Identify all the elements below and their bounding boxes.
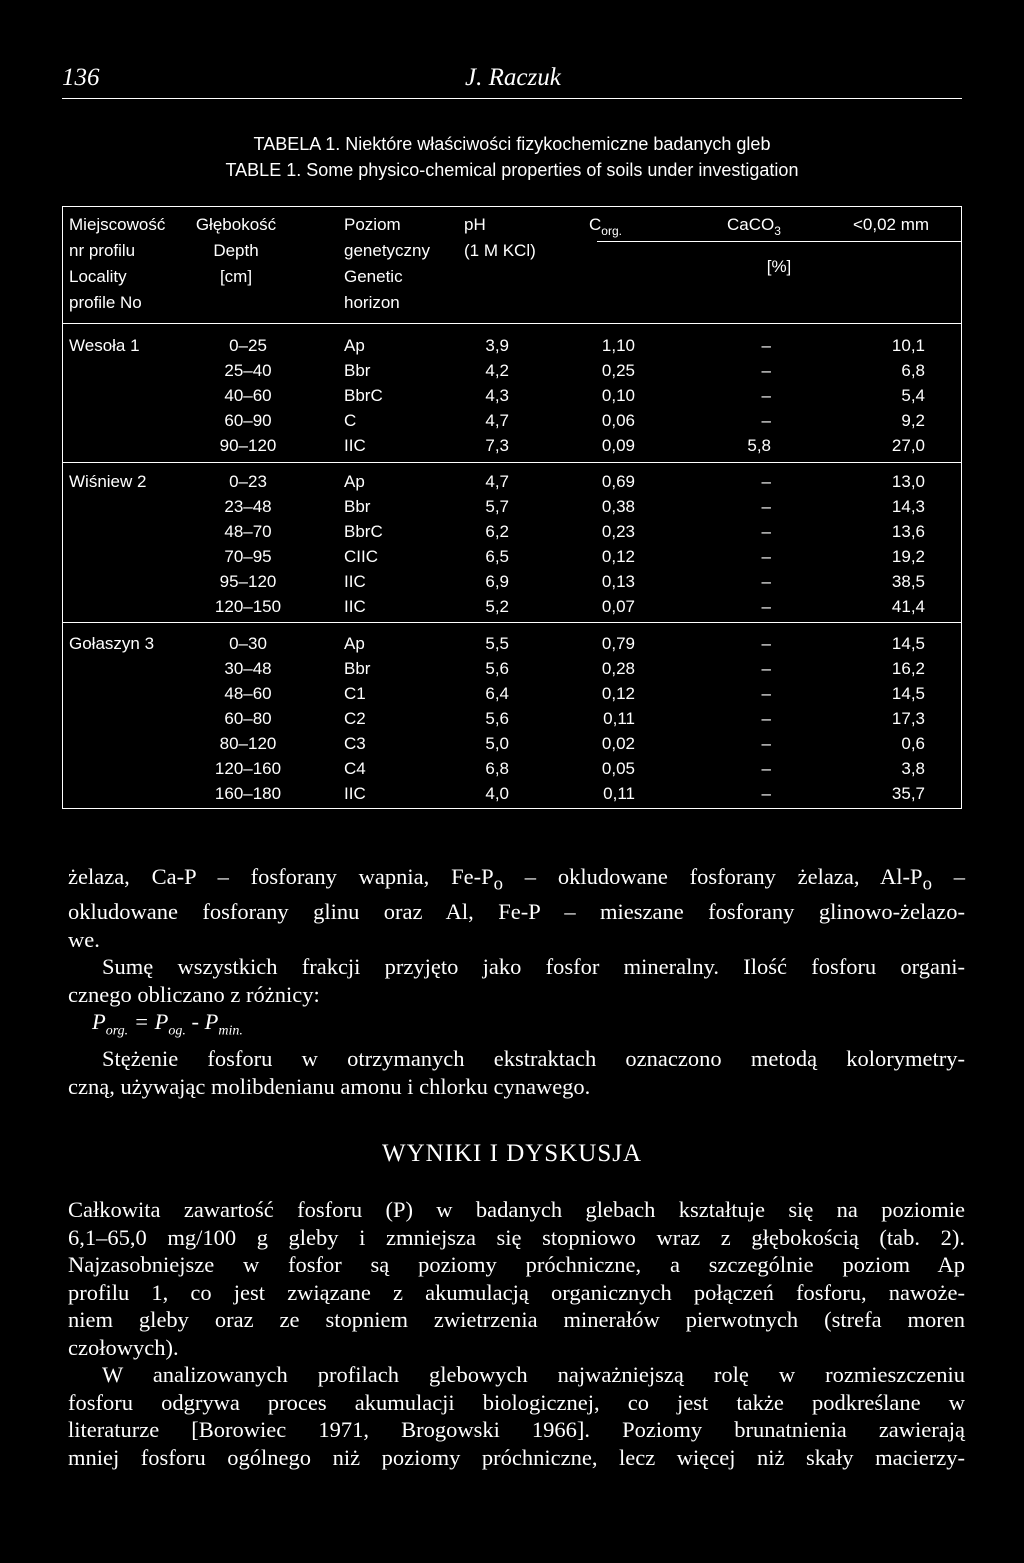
ph-cell: 6,8 (485, 759, 509, 778)
table-row (63, 335, 961, 360)
fine-fraction-cell: 10,1 (891, 336, 925, 355)
header-percent-rule (597, 241, 961, 242)
caco3-cell: – (761, 547, 771, 566)
corg-cell: 0,12 (601, 547, 635, 566)
ph-cell: 5,6 (485, 659, 509, 678)
text-fragment: – (931, 864, 965, 889)
table-row (63, 410, 961, 435)
corg-cell: 0,10 (601, 386, 635, 405)
corg-cell: 0,11 (603, 709, 635, 728)
table-row (63, 385, 961, 410)
depth-cell: 80–120 (219, 734, 277, 753)
fine-fraction-cell: 14,5 (891, 684, 925, 703)
caco3-cell: – (761, 659, 771, 678)
ph-cell: 5,0 (485, 734, 509, 753)
horizon-cell: C1 (344, 684, 366, 703)
table-row (63, 571, 961, 596)
ph-cell: 4,2 (485, 361, 509, 380)
locality-label: Wesoła 1 (69, 336, 140, 355)
depth-cell: 48–60 (224, 684, 272, 703)
header-percent-unit: [%] (766, 257, 792, 276)
horizon-cell: C4 (344, 759, 366, 778)
fine-fraction-cell: 13,0 (891, 472, 925, 491)
ph-cell: 4,7 (485, 472, 509, 491)
text-line: okludowane fosforany glinu oraz Al, Fe-P – mieszane fosforany glinowo-żelazo- (68, 899, 965, 924)
fine-fraction-cell: 14,5 (891, 634, 925, 653)
depth-cell: 0–23 (229, 472, 267, 491)
text-line: Całkowita zawartość fosforu (P) w badanych glebach kształtuje się na poziomie (68, 1197, 965, 1222)
corg-cell: 0,12 (601, 684, 635, 703)
group-divider-1 (63, 462, 961, 463)
horizon-cell: IIC (344, 572, 366, 591)
text-line: czną, używając molibdenianu amonu i chlorku cynawego. (68, 1073, 591, 1099)
depth-cell: 90–120 (219, 436, 277, 455)
caco3-cell: – (761, 759, 771, 778)
ph-cell: 4,7 (485, 411, 509, 430)
depth-cell: 30–48 (224, 659, 272, 678)
ph-cell: 6,4 (485, 684, 509, 703)
locality-label: Wiśniew 2 (69, 472, 147, 491)
horizon-cell: C (344, 411, 357, 430)
ph-cell: 3,9 (485, 336, 509, 355)
caco3-cell: 5,8 (747, 436, 771, 455)
header-locality-3: Locality (69, 267, 127, 286)
fine-fraction-cell: 19,2 (891, 547, 925, 566)
horizon-cell: IIC (344, 436, 366, 455)
ph-cell: 5,5 (485, 634, 509, 653)
header-corg-sub: org. (601, 224, 622, 238)
depth-cell: 60–80 (224, 709, 272, 728)
horizon-cell: Ap (344, 634, 365, 653)
ph-cell: 4,0 (485, 784, 509, 803)
fine-fraction-cell: 9,2 (901, 411, 925, 430)
subscript: o (493, 873, 503, 895)
table-row (63, 733, 961, 758)
fine-fraction-cell: 13,6 (891, 522, 925, 541)
header-corg-base: C (589, 215, 602, 234)
text-line: W analizowanych profilach glebowych najważniejszą rolę w rozmieszczeniu (102, 1362, 965, 1387)
methods-text (68, 863, 965, 1100)
ph-cell: 5,6 (485, 709, 509, 728)
text-line: Sumę wszystkich frakcji przyjęto jako fosfor mineralny. Ilość fosforu organi- (102, 954, 965, 979)
table-caption-en: TABLE 1. Some physico-chemical properties of soils under investigation (225, 160, 799, 180)
text-line: fosforu odgrywa proces akumulacji biologicznej, co jest także podkreślane w (68, 1389, 965, 1415)
depth-cell: 25–40 (224, 361, 272, 380)
soil-properties-table (62, 206, 962, 809)
depth-cell: 40–60 (224, 386, 272, 405)
results-text (68, 1196, 965, 1471)
text-line: cznego obliczano z różnicy: (68, 981, 320, 1007)
depth-cell: 0–25 (229, 336, 267, 355)
fine-fraction-cell: 3,8 (901, 759, 925, 778)
ph-cell: 7,3 (485, 436, 509, 455)
fine-fraction-cell: 27,0 (891, 436, 925, 455)
ph-cell: 5,2 (485, 597, 509, 616)
table-row (63, 708, 961, 733)
table-row (63, 683, 961, 708)
header-ph-2: (1 M KCl) (464, 241, 536, 260)
text-line: niem gleby oraz ze stopniem zwietrzenia minerałów pierwotnych (strefa moren (68, 1307, 965, 1332)
formula-subscript: min. (218, 1023, 243, 1039)
table-row (63, 471, 961, 496)
caco3-cell: – (761, 522, 771, 541)
horizon-cell: C2 (344, 709, 366, 728)
section-heading: WYNIKI I DYSKUSJA (381, 1140, 643, 1167)
horizon-cell: IIC (344, 784, 366, 803)
table-row (63, 521, 961, 546)
header-caco3-base: CaCO (727, 215, 775, 234)
corg-cell: 0,05 (601, 759, 635, 778)
table-row (63, 360, 961, 385)
depth-cell: 23–48 (224, 497, 272, 516)
header-horizon-1: Poziom (344, 215, 401, 234)
horizon-cell: BbrC (344, 522, 383, 541)
horizon-cell: Bbr (344, 497, 371, 516)
depth-cell: 120–160 (214, 759, 282, 778)
corg-cell: 0,69 (601, 472, 635, 491)
corg-cell: 0,79 (601, 634, 635, 653)
subscript: o (922, 873, 932, 895)
table-row (63, 633, 961, 658)
horizon-cell: CIIC (344, 547, 378, 566)
ph-cell: 4,3 (485, 386, 509, 405)
text-line: Najzasobniejsze w fosfor są poziomy próchniczne, a szczególnie poziom Ap (68, 1252, 965, 1277)
fine-fraction-cell: 0,6 (901, 734, 925, 753)
running-author: J. Raczuk (465, 64, 561, 91)
table-caption-pl: TABELA 1. Niektóre właściwości fizykochemiczne badanych gleb (253, 134, 771, 154)
corg-cell: 0,09 (601, 436, 635, 455)
ph-cell: 5,7 (485, 497, 509, 516)
table-row (63, 435, 961, 460)
ph-cell: 6,5 (485, 547, 509, 566)
corg-cell: 0,11 (603, 784, 635, 803)
text-line: literaturze [Borowiec 1971, Brogowski 1966]. Poziomy brunatnienia zawierają (68, 1417, 965, 1442)
header-depth-1: Głębokość (195, 215, 277, 234)
table-row (63, 496, 961, 521)
fine-fraction-cell: 17,3 (891, 709, 925, 728)
fine-fraction-cell: 35,7 (891, 784, 925, 803)
depth-cell: 0–30 (229, 634, 267, 653)
formula-term: = P (128, 1009, 169, 1034)
running-header (62, 64, 962, 99)
corg-cell: 0,07 (601, 597, 635, 616)
caco3-cell: – (761, 784, 771, 803)
header-horizon-4: horizon (344, 293, 400, 312)
depth-cell: 60–90 (224, 411, 272, 430)
horizon-cell: Bbr (344, 361, 371, 380)
fine-fraction-cell: 38,5 (891, 572, 925, 591)
corg-cell: 0,13 (601, 572, 635, 591)
table-row (63, 758, 961, 783)
header-caco3-sub: 3 (774, 224, 781, 238)
text-line: czołowych). (68, 1334, 179, 1360)
depth-cell: 160–180 (214, 784, 282, 803)
ph-cell: 6,9 (485, 572, 509, 591)
caco3-cell: – (761, 411, 771, 430)
caco3-cell: – (761, 336, 771, 355)
fine-fraction-cell: 5,4 (901, 386, 925, 405)
caco3-cell: – (761, 497, 771, 516)
header-locality-2: nr profilu (69, 241, 136, 260)
text-line: profilu 1, co jest związane z akumulacją organicznych połączeń fosforu, nawoże- (68, 1279, 965, 1305)
formula-subscript: org. (105, 1023, 129, 1039)
corg-cell: 0,02 (601, 734, 635, 753)
page-number: 136 (62, 64, 100, 91)
caco3-cell: – (761, 634, 771, 653)
caco3-cell: – (761, 361, 771, 380)
caco3-cell: – (761, 597, 771, 616)
corg-cell: 1,10 (601, 336, 635, 355)
caco3-cell: – (761, 684, 771, 703)
header-horizon-2: genetyczny (344, 241, 430, 260)
horizon-cell: Ap (344, 472, 365, 491)
caco3-cell: – (761, 734, 771, 753)
header-caco3 (727, 215, 781, 236)
text-line: 6,1–65,0 mg/100 g gleby i zmniejsza się stopniowo wraz z głębokością (tab. 2). (68, 1224, 965, 1250)
text-line (68, 863, 965, 898)
corg-cell: 0,23 (601, 522, 635, 541)
fine-fraction-cell: 14,3 (891, 497, 925, 516)
horizon-cell: BbrC (344, 386, 383, 405)
text-line: we. (68, 926, 100, 952)
fine-fraction-cell: 6,8 (901, 361, 925, 380)
horizon-cell: Ap (344, 336, 365, 355)
header-locality-4: profile No (69, 293, 142, 312)
table-row (63, 546, 961, 571)
corg-cell: 0,38 (601, 497, 635, 516)
fine-fraction-cell: 16,2 (891, 659, 925, 678)
formula-term: - P (185, 1009, 219, 1034)
corg-cell: 0,28 (601, 659, 635, 678)
depth-cell: 95–120 (219, 572, 277, 591)
formula-subscript: og. (168, 1023, 186, 1039)
table-row (63, 596, 961, 621)
header-depth-3: [cm] (219, 267, 253, 286)
ph-cell: 6,2 (485, 522, 509, 541)
horizon-cell: IIC (344, 597, 366, 616)
text-fragment: – okludowane fosforany żelaza, Al-P (502, 864, 923, 889)
text-line: Stężenie fosforu w otrzymanych ekstraktach oznaczono metodą kolorymetry- (102, 1046, 965, 1071)
fine-fraction-cell: 41,4 (891, 597, 925, 616)
caco3-cell: – (761, 472, 771, 491)
header-horizon-3: Genetic (344, 267, 403, 286)
group-divider-2 (63, 622, 961, 623)
horizon-cell: C3 (344, 734, 366, 753)
caco3-cell: – (761, 709, 771, 728)
header-depth-2: Depth (213, 241, 259, 260)
depth-cell: 48–70 (224, 522, 272, 541)
text-line: mniej fosforu ogólnego niż poziomy próchniczne, lecz więcej niż skały macierzy- (68, 1444, 965, 1470)
header-ph-1: pH (464, 215, 486, 234)
header-corg (589, 215, 622, 236)
table-row (63, 783, 961, 808)
text-fragment: żelaza, Ca-P – fosforany wapnia, Fe-P (68, 864, 494, 889)
locality-label: Gołaszyn 3 (69, 634, 155, 653)
horizon-cell: Bbr (344, 659, 371, 678)
corg-cell: 0,25 (601, 361, 635, 380)
formula (68, 1008, 965, 1045)
formula-term: P (92, 1009, 106, 1034)
caco3-cell: – (761, 386, 771, 405)
caco3-cell: – (761, 572, 771, 591)
header-divider (63, 323, 961, 324)
table-row (63, 658, 961, 683)
header-locality-1: Miejscowość (69, 215, 166, 234)
depth-cell: 70–95 (224, 547, 272, 566)
depth-cell: 120–150 (214, 597, 282, 616)
header-fine-fraction: <0,02 mm (853, 215, 930, 234)
corg-cell: 0,06 (601, 411, 635, 430)
